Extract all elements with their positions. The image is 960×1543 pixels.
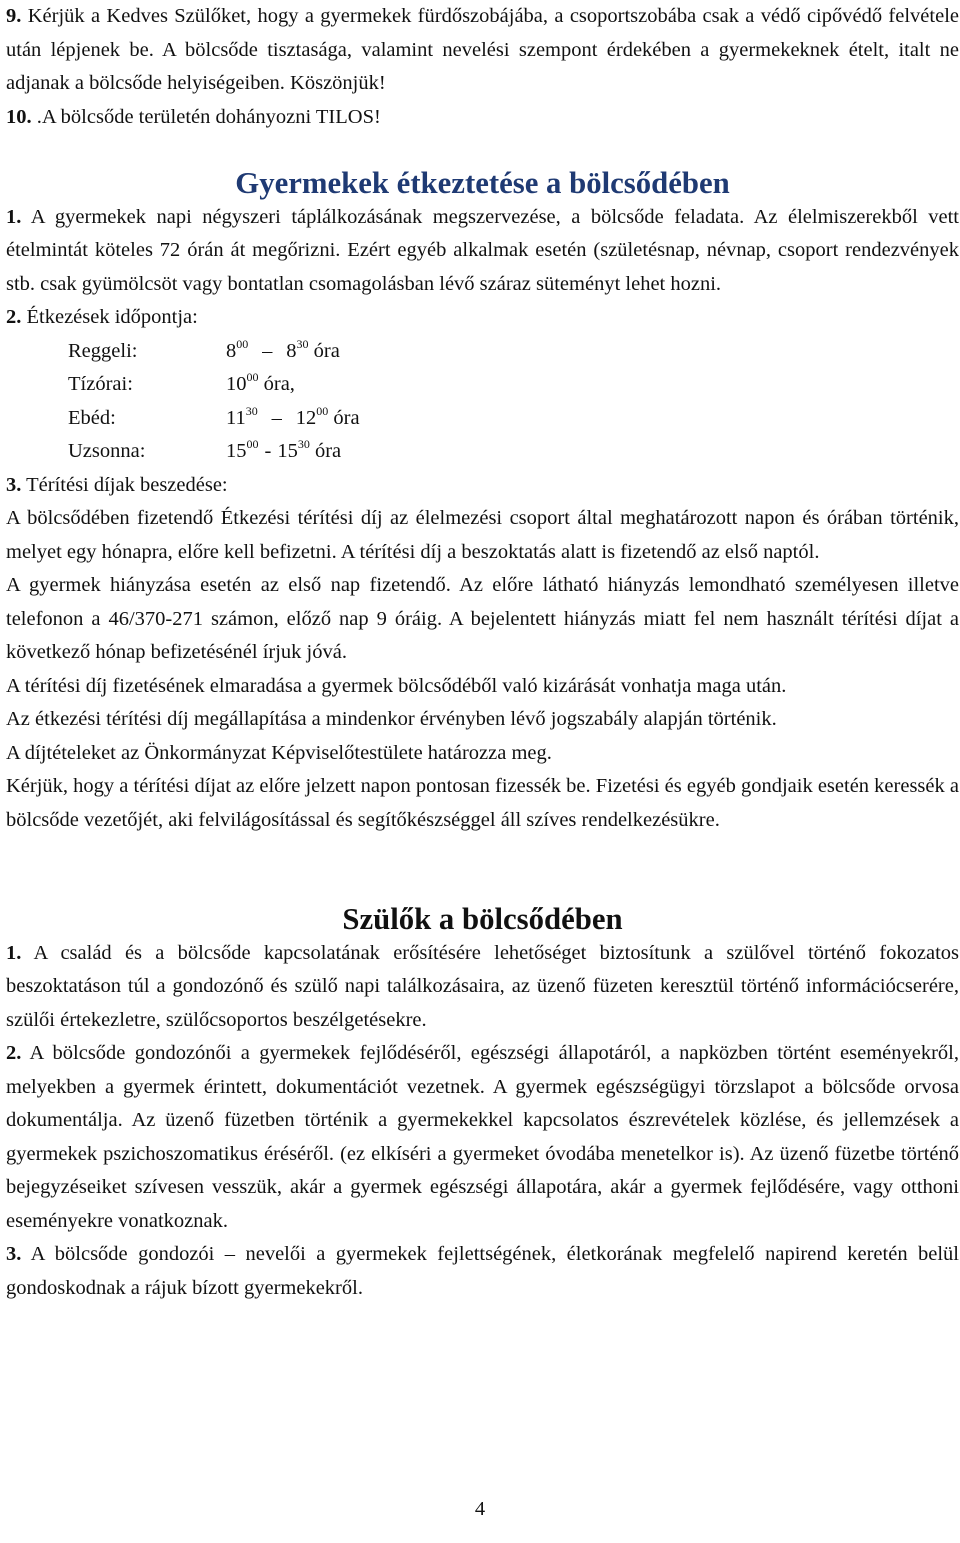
feeding-paragraph-2 bbox=[6, 301, 959, 335]
meal-row bbox=[6, 335, 959, 369]
meal-label: Tízórai: bbox=[68, 373, 133, 395]
parents-paragraph-3 bbox=[6, 1238, 959, 1305]
rule-10-number: 10. bbox=[6, 105, 32, 128]
meal-label: Reggeli: bbox=[68, 339, 138, 362]
fee-paragraph: Kérjük, hogy a térítési díjat az előre jelzett napon pontosan fizessék be. Fizetési és egyéb gondjaik esetén keressék a bölcsőde vezetőjét, aki felvilágosítással és segítőkészséggel áll szíves rendelkezésükre. bbox=[6, 775, 959, 831]
parents-section-title: Szülők a bölcsődében bbox=[342, 902, 623, 936]
document-page bbox=[6, 0, 959, 1305]
parents-p2-text: A bölcsőde gondozónői a gyermekek fejlődéséről, egészségi állapotáról, a napközben történt eseményekről, melyekben a gyermek érintett, dokumentációt vezetnek. A gyermek egészségügyi törzslapot a bölcsőde orvosa dokumentálja. Az üzenő füzetben történik a gyermekekkel kapcsolatos észrevételek közlése, és jellemzések a gyermekek pszichoszomatikus éréséről. (ez elkíséri a gyermeket óvodába menetelkor is). Az üzenő füzetbe történő bejegyzéseiket szívesen vesszük, akár a gyermek egészségi állapotára, akár a gyermek fejlődésére, vagy otthoni eseményekre vonatkoznak. bbox=[6, 1042, 959, 1232]
rule-9-paragraph bbox=[6, 0, 959, 101]
parents-p2-number: 2. bbox=[6, 1042, 22, 1064]
rule-9-number: 9. bbox=[6, 5, 22, 27]
feeding-section-title: Gyermekek étkeztetése a bölcsődében bbox=[235, 166, 730, 200]
feeding-p1-number: 1. bbox=[6, 205, 22, 228]
meal-time: $15^{00} - 15^{30}$ óra bbox=[226, 437, 342, 462]
page-number: 4 bbox=[474, 1498, 486, 1520]
feeding-p1-text: A gyermekek napi négyszeri táplálkozásának megszervezése, a bölcsőde feladata. Az élelmiszerekből vett ételmintát köteles 72 órán át megőrizni. Ezért egyéb alkalmak esetén (születésnap, névnap, csoport rendezvények stb. csak gyümölcsöt vagy bontatlan csomagolásban lévő száraz süteményt lehet hozni. bbox=[6, 205, 959, 295]
feeding-paragraph-3 bbox=[6, 469, 959, 503]
parents-p1-number: 1. bbox=[6, 941, 22, 964]
meal-row bbox=[6, 402, 959, 436]
rule-10-text: .A bölcsőde területén dohányozni TILOS! bbox=[31, 105, 381, 128]
fee-paragraph: A bölcsődében fizetendő Étkezési térítési díj az élelmezési csoport által meghatározott napon és órában történik, melyet egy hónapra, előre kell befizetni. A térítési díj a beszoktatás alatt is fizetendő az első naptól. bbox=[6, 507, 959, 563]
meal-time: $10^{00}$ óra, bbox=[226, 370, 295, 395]
parents-p3-text: A bölcsőde gondozói – nevelői a gyermekek fejlettségének, életkorának megfelelő napirend keretén belül gondoskodnak a rájuk bízott gyermekekről. bbox=[6, 1243, 959, 1299]
feeding-p2-number: 2. bbox=[6, 306, 22, 328]
parents-p3-number: 3. bbox=[6, 1243, 22, 1265]
parents-paragraph-1 bbox=[6, 937, 959, 1038]
meal-row bbox=[6, 368, 959, 402]
meal-time: $11^{30} - 12^{00}$ óra bbox=[226, 403, 360, 429]
rule-9-text: Kérjük a Kedves Szülőket, hogy a gyermekek fürdőszobájába, a csoportszobába csak a védő cipővédő felvétele után lépjenek be. A bölcsőde tisztasága, valamint nevelési szempont érdekében a gyermekeknek ételt, italt ne adjanak a bölcsőde helyiségeiben. Köszönjük! bbox=[6, 5, 959, 94]
fee-paragraph: A díjtételeket az Önkormányzat Képviselőtestülete határozza meg. bbox=[6, 741, 552, 764]
feeding-p3-text: Térítési díjak beszedése: bbox=[21, 473, 228, 496]
parents-p1-text: A család és a bölcsőde kapcsolatának erősítésére lehetőséget biztosítunk a szülővel történő fokozatos beszoktatáson túl a gondozónő és szülő napi találkozásaira, az üzenő füzeten keresztül történő információcserére, szülői értekezletre, szülőcsoportos beszélgetésekre. bbox=[6, 941, 959, 1031]
meal-time: $8^{00} - 8^{30}$ óra bbox=[226, 336, 340, 362]
feeding-p3-number: 3. bbox=[6, 473, 22, 496]
fee-paragraph: A térítési díj fizetésének elmaradása a gyermek bölcsődéből való kizárását vonhatja maga után. bbox=[6, 674, 787, 697]
meal-row bbox=[6, 435, 959, 469]
parents-paragraph-2 bbox=[6, 1037, 959, 1238]
meal-label: Uzsonna: bbox=[68, 440, 146, 462]
meal-label: Ebéd: bbox=[68, 406, 116, 429]
meal-schedule bbox=[6, 335, 959, 469]
feeding-paragraph-1 bbox=[6, 201, 959, 302]
fee-paragraph: Az étkezési térítési díj megállapítása a mindenkor érvényben lévő jogszabály alapján történik. bbox=[6, 708, 777, 730]
rule-10-paragraph bbox=[6, 101, 959, 135]
feeding-p2-text: Étkezések időpontja: bbox=[21, 306, 198, 328]
fee-paragraph: A gyermek hiányzása esetén az első nap fizetendő. Az előre látható hiányzás lemondható személyesen illetve telefonon a 46/370-271 számon, előző nap 9 óráig. A bejelentett hiányzás miatt fel nem használt térítési díjat a következő hónap befizetésénél írjuk jóvá. bbox=[6, 574, 959, 663]
